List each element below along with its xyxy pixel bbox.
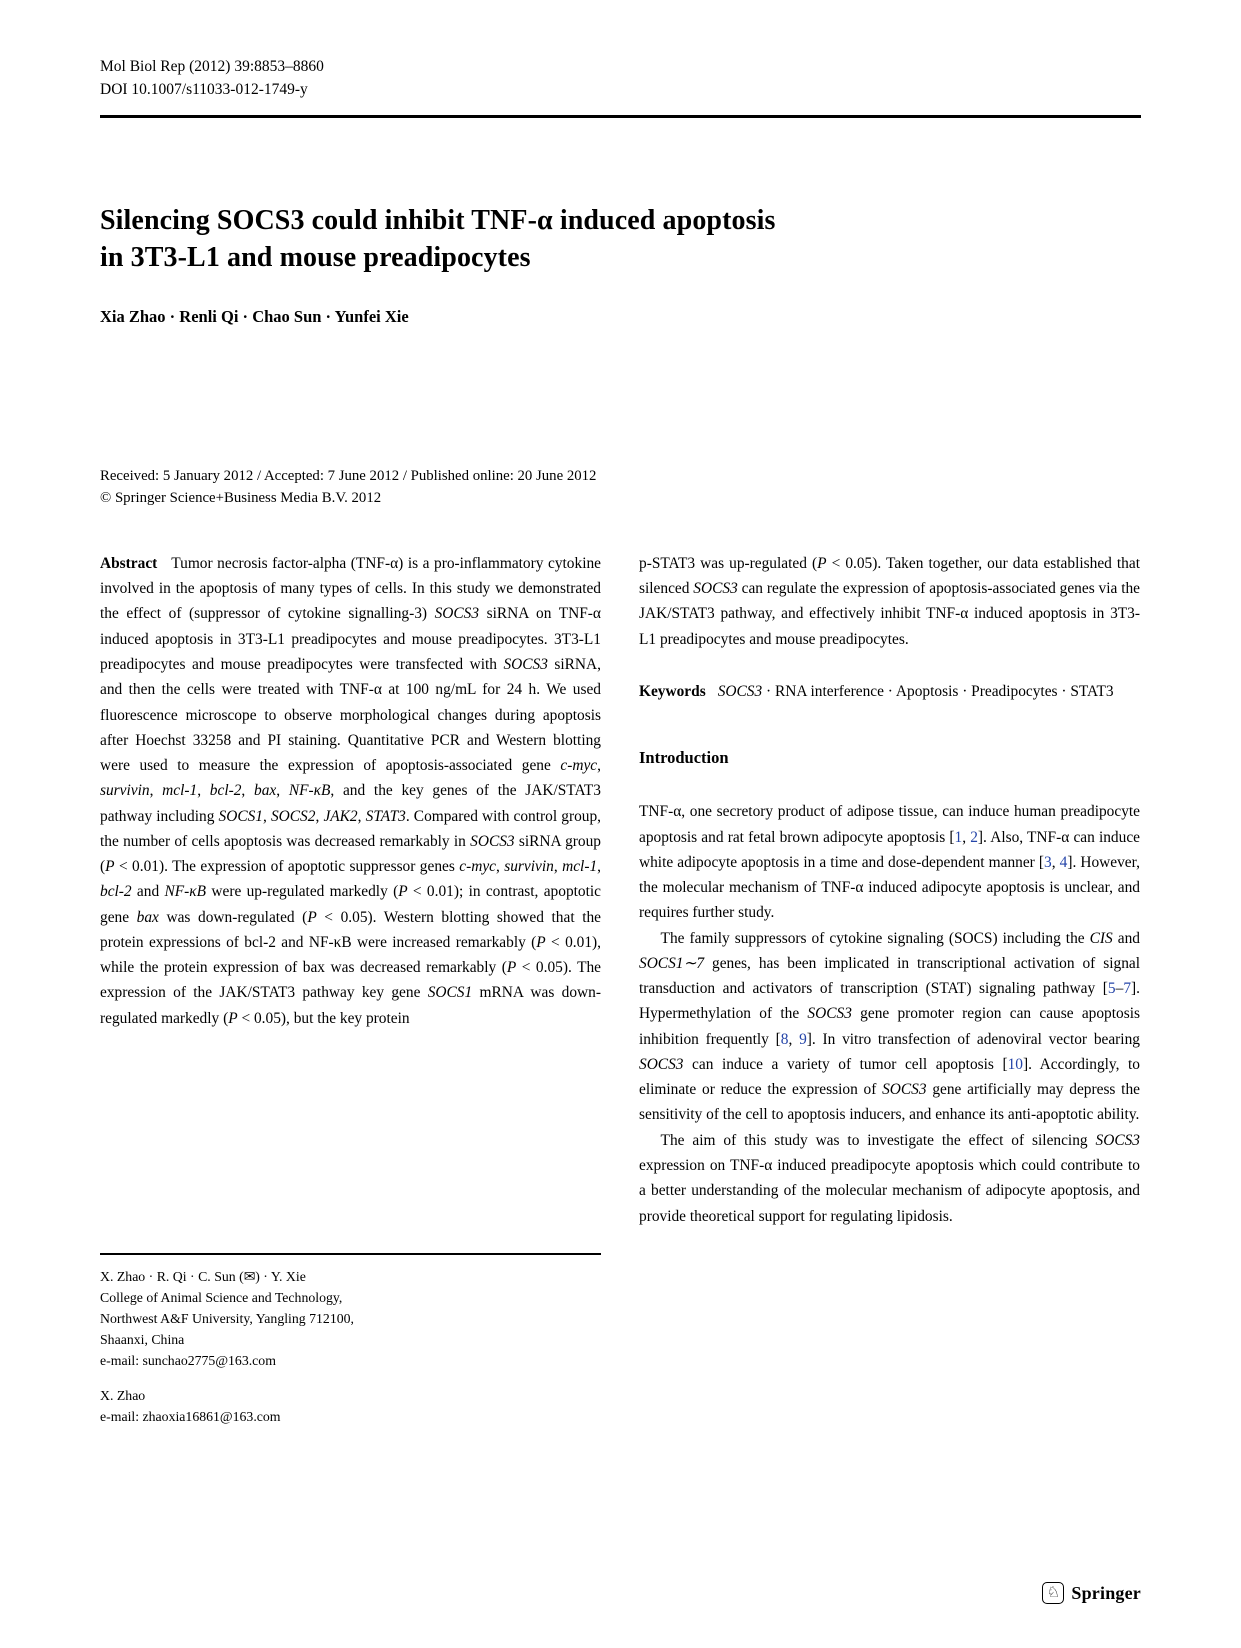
secondary-contact-block — [100, 1386, 601, 1428]
authors: Xia Zhao · Renli Qi · Chao Sun · Yunfei Xie — [100, 306, 409, 326]
reference-link[interactable]: 5 — [1107, 980, 1116, 998]
reference-link[interactable]: 4 — [1059, 853, 1068, 871]
keywords-label: Keywords — [639, 682, 706, 700]
affiliation-line: Shaanxi, China — [100, 1331, 185, 1347]
author-footnote — [100, 1253, 601, 1428]
introduction-heading: Introduction — [639, 748, 729, 768]
reference-link[interactable]: 10 — [1007, 1055, 1023, 1073]
article-title — [100, 202, 1141, 277]
correspondence-block — [100, 1267, 601, 1372]
reference-link[interactable]: 2 — [970, 828, 978, 846]
author-name-line: X. Zhao — [100, 1387, 146, 1403]
header-rule — [100, 115, 1141, 118]
reference-link[interactable]: 7 — [1123, 980, 1132, 998]
received-line: Received: 5 January 2012 / Accepted: 7 June 2012 / Published online: 20 June 2012 — [100, 467, 597, 484]
reference-link[interactable]: 1 — [954, 828, 963, 846]
left-column — [100, 551, 601, 1229]
affiliation-line: Northwest A&F University, Yangling 712100, — [100, 1310, 354, 1326]
doi: DOI 10.1007/s11033-012-1749-y — [100, 81, 308, 98]
reference-link[interactable]: 3 — [1043, 853, 1052, 871]
reference-link[interactable]: 9 — [799, 1030, 807, 1048]
email-line: e-mail: zhaoxia16861@163.com — [100, 1408, 281, 1424]
article-title-line1: Silencing SOCS3 could inhibit TNF-α induced apoptosis — [100, 204, 776, 236]
publisher-wordmark: Springer — [1071, 1582, 1141, 1603]
affiliation-line: College of Animal Science and Technology, — [100, 1289, 343, 1305]
journal-citation: Mol Biol Rep (2012) 39:8853–8860 — [100, 58, 324, 75]
publisher-logo — [1042, 1582, 1141, 1604]
right-column — [639, 551, 1140, 1229]
abstract-paragraph — [100, 551, 601, 1031]
copyright-line: © Springer Science+Business Media B.V. 2012 — [100, 489, 382, 506]
two-column-body — [100, 551, 1141, 1229]
springer-horse-icon: ♘ — [1042, 1582, 1064, 1604]
keywords-paragraph — [639, 679, 1140, 704]
footnote-rule — [100, 1253, 601, 1255]
abstract-label: Abstract — [100, 554, 158, 572]
abstract-text: Tumor necrosis factor-alpha (TNF-α) is a pro-inflammatory cytokine involved in the apoptosis of many types of cells. In this study we demonstrated the effect of (suppressor of cytokine signalling-3) SOCS3 siRNA on TNF-α induced apoptosis in 3T3-L1 preadipocytes and mouse preadipocytes. 3T3-L1 preadipocytes and mouse preadipocytes were transfected with SOCS3 siRNA, and then the cells were treated with TNF-α at 100 ng/mL for 24 h. We used fluorescence microscope to observe morphological changes during apoptosis after Hoechst 33258 and PI staining. Quantitative PCR and Western blotting were used to measure the expression of apoptosis-associated gene c-myc, survivin, mcl-1, bcl-2, bax, NF-κB, and the key genes of the JAK/STAT3 pathway including SOCS1, SOCS2, JAK2, STAT3. Compared with control group, the number of cells apoptosis was decreased remarkably in SOCS3 siRNA group (P < 0.01). The expression of apoptotic suppressor genes c-myc, survivin, mcl-1, bcl-2 and NF-κB were up-regulated markedly (P < 0.01); in contrast, apoptotic gene bax was down-regulated (P < 0.05). Western blotting showed that the protein expressions of bcl-2 and NF-κB were increased remarkably (P < 0.01), while the protein expression of bax was decreased remarkably (P < 0.05). The expression of the JAK/STAT3 pathway key gene SOCS1 mRNA was down-regulated markedly (P < 0.05), but the key protein — [100, 554, 602, 1027]
keywords-text: SOCS3 · RNA interference · Apoptosis · Preadipocytes · STAT3 — [717, 682, 1114, 700]
introduction-paragraph-3: The aim of this study was to investigate the effect of silencing SOCS3 expression on TNF-α induced preadipocyte apoptosis which could contribute to a better understanding of the molecular mechanism of adipocyte apoptosis, and provide theoretical support for regulating lipidosis. — [639, 1131, 1140, 1225]
page-header — [100, 58, 1141, 118]
article-title-line2: in 3T3-L1 and mouse preadipocytes — [100, 242, 531, 274]
abstract-continuation: p-STAT3 was up-regulated (P < 0.05). Taken together, our data established that silenced SOCS3 can regulate the expression of apoptosis-associated genes via the JAK/STAT3 pathway, and effectively inhibit TNF-α induced apoptosis in 3T3-L1 preadipocytes and mouse preadipocytes. — [639, 554, 1141, 648]
introduction-paragraph-2: The family suppressors of cytokine signaling (SOCS) including the CIS and SOCS1∼7 genes, has been implicated in transcriptional activation of signal transduction and activators of transcription (STAT) signaling pathway [5–7]. Hypermethylation of the SOCS3 gene promoter region can cause apoptosis inhibition frequently [8, 9]. In vitro transfection of adenoviral vector bearing SOCS3 can induce a variety of tumor cell apoptosis [10]. Accordingly, to eliminate or reduce the expression of SOCS3 gene artificially may depress the sensitivity of the cell to apoptosis inducers, and enhance its anti-apoptotic ability. — [639, 929, 1140, 1124]
publication-history — [100, 465, 1141, 509]
reference-link[interactable]: 8 — [780, 1030, 789, 1048]
email-line: e-mail: sunchao2775@163.com — [100, 1352, 276, 1368]
correspondence-authors-line: X. Zhao · R. Qi · C. Sun (✉) · Y. Xie — [100, 1269, 306, 1284]
introduction-paragraph-1: TNF-α, one secretory product of adipose tissue, can induce human preadipocyte apoptosis and rat fetal brown adipocyte apoptosis [1, 2]. Also, TNF-α can induce white adipocyte apoptosis in a time and dose-dependent manner [3, 4]. However, the molecular mechanism of TNF-α induced adipocyte apoptosis is unclear, and requires further study. — [639, 803, 1140, 922]
